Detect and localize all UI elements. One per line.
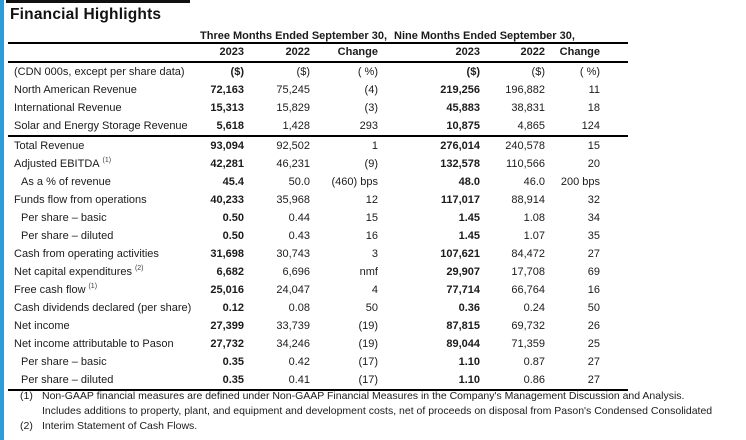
col-header-3m-change: Change	[318, 43, 386, 62]
footnotes	[8, 389, 738, 434]
cell: 34,246	[276, 338, 310, 350]
group-header-spacer	[8, 28, 200, 43]
cell: 40,233	[210, 194, 244, 206]
cell: 1,428	[252, 117, 318, 136]
table-row	[8, 81, 628, 99]
cell: 33,739	[276, 320, 310, 332]
table-row	[8, 371, 628, 390]
cell: 34	[587, 212, 601, 224]
cell: 27	[587, 356, 601, 368]
cell: 1.10	[458, 356, 480, 368]
cell: 132,578	[440, 158, 480, 170]
cell: 46.0	[523, 176, 545, 188]
cell: 11	[588, 84, 601, 96]
cell: (4)	[364, 84, 378, 96]
cell: 15	[365, 212, 378, 224]
cell: 3	[371, 248, 378, 260]
row-label: Free cash flow $^{(1)}$	[14, 283, 98, 296]
cell: 293	[318, 117, 386, 136]
cell: 0.12	[222, 302, 244, 314]
cell: 50	[587, 302, 601, 314]
table-row	[8, 227, 628, 245]
cell: 25	[587, 338, 601, 350]
group-header-nine-months: Nine Months Ended September 30,	[386, 28, 628, 43]
cell: 219,256	[440, 84, 480, 96]
cell: 0.86	[488, 371, 553, 390]
cell: 276,014	[440, 140, 480, 152]
cell: 50.0	[288, 176, 310, 188]
cell: 35,968	[276, 194, 310, 206]
table-row	[8, 117, 628, 136]
cell: 1.45	[458, 230, 480, 242]
cell: (17)	[358, 356, 378, 368]
cell: 15	[587, 140, 601, 152]
cell: 93,094	[210, 140, 244, 152]
cell: 12	[365, 194, 378, 206]
cell: (19)	[358, 338, 378, 350]
cell: 110,566	[506, 158, 545, 170]
group-header-row	[8, 28, 628, 43]
footnote-text: Includes additions to property, plant, and equipment and development costs, net of proceeds on disposal from Pason's Condensed Consolidated	[42, 405, 713, 417]
footnote-ref: (1)	[86, 283, 98, 291]
financial-highlights-table-wrap	[8, 28, 628, 391]
cell: 1.45	[458, 212, 480, 224]
cell: 45,883	[446, 102, 480, 114]
cell: 42,281	[210, 158, 244, 170]
cell: 27	[587, 248, 601, 260]
cell: 0.87	[523, 356, 545, 368]
cell: 6,696	[282, 266, 310, 278]
cell: 0.35	[222, 356, 244, 368]
table-row	[8, 173, 628, 191]
footnote-line	[8, 404, 738, 419]
table-row	[8, 263, 628, 281]
cell: 20	[587, 158, 601, 170]
cell: 71,359	[511, 338, 545, 350]
cell: 26	[587, 320, 601, 332]
row-label: Per share – basic	[21, 212, 107, 224]
cell: 45.4	[222, 176, 244, 188]
footnote-ref: (2)	[133, 265, 144, 273]
page-title: Financial Highlights	[10, 6, 162, 23]
cell: 92,502	[276, 140, 310, 152]
cell: 29,907	[446, 266, 480, 278]
table-row	[8, 62, 628, 81]
cell: 200 bps	[560, 176, 601, 188]
row-label: North American Revenue	[14, 84, 137, 96]
cell: nmf	[359, 266, 378, 278]
footnote-marker	[8, 404, 42, 419]
cell: 24,047	[276, 284, 310, 296]
cell: 107,621	[440, 248, 480, 260]
cell: 0.35	[200, 371, 252, 390]
financial-highlights-table	[8, 28, 628, 391]
cell: 1.10	[386, 371, 488, 390]
table-row	[8, 99, 628, 117]
row-label: Net income attributable to Pason	[14, 338, 174, 350]
row-label: Cash from operating activities	[14, 248, 159, 260]
cell: (3)	[364, 102, 378, 114]
cell: 35	[587, 230, 601, 242]
row-label: Total Revenue	[14, 140, 85, 152]
cell: 38,831	[511, 102, 545, 114]
col-header-3m-2022: 2022	[252, 43, 318, 62]
cell: 72,163	[210, 84, 244, 96]
cell: 46,231	[276, 158, 310, 170]
cell: 117,017	[440, 194, 480, 206]
cell: ($)	[296, 66, 310, 78]
cell: 27,732	[210, 338, 244, 350]
table-row	[8, 209, 628, 227]
cell: 240,578	[505, 140, 545, 152]
cell: 27,399	[210, 320, 244, 332]
cell: 84,472	[511, 248, 545, 260]
cell: 17,708	[511, 266, 545, 278]
table-row	[8, 353, 628, 371]
col-header-9m-2022: 2022	[488, 43, 553, 62]
footnote-text: Interim Statement of Cash Flows.	[42, 420, 198, 432]
cell: 4	[371, 284, 378, 296]
row-label: Funds flow from operations	[14, 194, 147, 206]
year-header-row	[8, 43, 628, 62]
accent-left-bar	[0, 0, 4, 440]
cell: 48.0	[458, 176, 480, 188]
cell: ($)	[466, 66, 480, 78]
row-label: International Revenue	[14, 102, 122, 114]
row-label: Net income	[14, 320, 70, 332]
row-label: Cash dividends declared (per share)	[14, 302, 192, 314]
cell: 87,815	[446, 320, 480, 332]
table-row	[8, 335, 628, 353]
cell: 6,682	[216, 266, 244, 278]
cell: ( %)	[357, 66, 378, 78]
cell: 0.42	[288, 356, 310, 368]
cell: 25,016	[210, 284, 244, 296]
cell: 66,764	[511, 284, 545, 296]
cell: 0.50	[222, 212, 244, 224]
cell: 77,714	[446, 284, 480, 296]
cell: 89,044	[446, 338, 480, 350]
row-label: Net capital expenditures $^{(2)}$	[14, 265, 144, 278]
cell: 0.24	[523, 302, 545, 314]
cell: 5,618	[200, 117, 252, 136]
table-row	[8, 245, 628, 263]
footnote-line	[8, 389, 738, 404]
cell: ($)	[531, 66, 545, 78]
cell: 196,882	[505, 84, 545, 96]
col-header-9m-2023: 2023	[386, 43, 488, 62]
row-label: As a % of revenue	[21, 176, 111, 188]
table-row	[8, 155, 628, 173]
cell: 0.50	[222, 230, 244, 242]
year-header-spacer	[8, 43, 200, 62]
table-row	[8, 281, 628, 299]
cell: 30,743	[276, 248, 310, 260]
cell: 0.08	[288, 302, 310, 314]
cell: 10,875	[386, 117, 488, 136]
cell: 124	[553, 117, 628, 136]
cell: 0.43	[288, 230, 310, 242]
cell: 75,245	[276, 84, 310, 96]
footnote-line	[8, 419, 738, 434]
footnote-text: Non-GAAP financial measures are defined under Non-GAAP Financial Measures in the Company's Management Discussion and Analysis.	[42, 390, 685, 402]
col-header-9m-change: Change	[553, 43, 628, 62]
cell: 16	[365, 230, 378, 242]
cell: (19)	[358, 320, 378, 332]
cell: 31,698	[210, 248, 244, 260]
title-top-rule	[6, 0, 190, 3]
cell: 27	[553, 371, 628, 390]
cell: 1.08	[523, 212, 545, 224]
row-label: Per share – diluted	[8, 371, 200, 390]
cell: 50	[365, 302, 378, 314]
cell: 4,865	[488, 117, 553, 136]
cell: 0.44	[288, 212, 310, 224]
cell: 18	[587, 102, 601, 114]
cell: 69,732	[511, 320, 545, 332]
table-body	[8, 62, 628, 390]
footnote-marker: (1)	[20, 390, 33, 402]
cell: ($)	[230, 66, 244, 78]
cell: 1.07	[523, 230, 545, 242]
table-row	[8, 317, 628, 335]
group-header-three-months: Three Months Ended September 30,	[200, 30, 388, 42]
cell: 0.36	[458, 302, 480, 314]
row-label: Adjusted EBITDA $^{(1)}$	[14, 157, 112, 170]
cell: 15,829	[276, 102, 310, 114]
cell: 0.41	[252, 371, 318, 390]
col-header-3m-2023: 2023	[200, 43, 252, 62]
footnote-ref: (1)	[100, 157, 112, 165]
row-label: Solar and Energy Storage Revenue	[8, 117, 200, 136]
cell: 1	[371, 140, 378, 152]
row-label: (CDN 000s, except per share data)	[14, 66, 185, 78]
cell: ( %)	[579, 66, 601, 78]
row-label: Per share – basic	[21, 356, 107, 368]
table-row	[8, 191, 628, 209]
footnote-marker: (2)	[20, 420, 33, 432]
cell: 15,313	[210, 102, 244, 114]
cell: 32	[587, 194, 601, 206]
cell: 16	[587, 284, 601, 296]
table-row	[8, 299, 628, 317]
table-row	[8, 136, 628, 155]
cell: (9)	[364, 158, 378, 170]
cell: 69	[587, 266, 601, 278]
cell: (17)	[318, 371, 386, 390]
row-label: Per share – diluted	[21, 230, 114, 242]
cell: 88,914	[511, 194, 545, 206]
cell: (460) bps	[331, 176, 378, 188]
